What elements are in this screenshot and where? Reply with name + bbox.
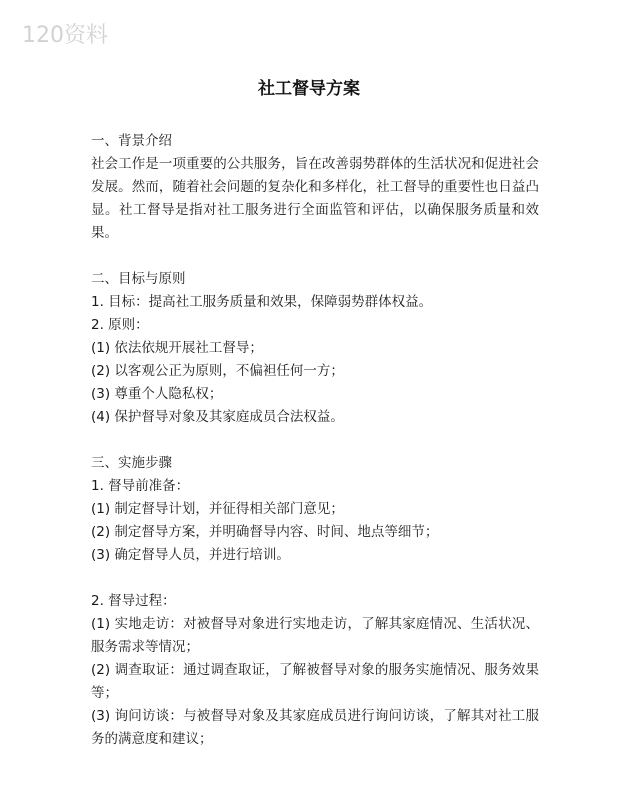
section-heading-background: 一、背景介绍 [91, 133, 172, 149]
background-paragraph: 社会工作是一项重要的公共服务，旨在改善弱势群体的生活状况和促进社会发展。然而，随着社会问题的复杂化和多样化，社工督导的重要性也日益凸显。社工督导是指对社工服务进行全面监管和评估，以确保服务质量和效果。 [91, 156, 539, 241]
section-heading-goals: 二、目标与原则 [91, 271, 186, 287]
document-title: 社工督导方案 [258, 79, 360, 99]
principle-item: (3) 尊重个人隐私权； [91, 386, 223, 402]
prep-item: (3) 确定督导人员，并进行培训。 [91, 547, 290, 563]
document-body [91, 130, 539, 751]
section-heading-steps: 三、实施步骤 [91, 455, 172, 471]
watermark: 120资料 [22, 23, 108, 48]
principle-item: (4) 保护督导对象及其家庭成员合法权益。 [91, 409, 344, 425]
process-item: (3) 询问访谈：与被督导对象及其家庭成员进行询问访谈，了解其对社工服务的满意度和建议； [91, 708, 539, 747]
spacer [91, 567, 539, 590]
process-item: (2) 调查取证：通过调查取证，了解被督导对象的服务实施情况、服务效果等； [91, 662, 539, 701]
prep-item: (1) 制定督导计划，并征得相关部门意见； [91, 501, 344, 517]
prep-heading: 1. 督导前准备： [91, 478, 190, 494]
process-heading: 2. 督导过程： [91, 593, 176, 609]
principle-item: (1) 依法依规开展社工督导； [91, 340, 263, 356]
spacer [91, 429, 539, 452]
principles-heading: 2. 原则： [91, 317, 149, 333]
prep-item: (2) 制定督导方案，并明确督导内容、时间、地点等细节； [91, 524, 439, 540]
goal-item: 1. 目标：提高社工服务质量和效果，保障弱势群体权益。 [91, 294, 433, 310]
spacer [91, 245, 539, 268]
process-item: (1) 实地走访：对被督导对象进行实地走访，了解其家庭情况、生活状况、服务需求等情况； [91, 616, 539, 655]
principle-item: (2) 以客观公正为原则，不偏袒任何一方； [91, 363, 344, 379]
